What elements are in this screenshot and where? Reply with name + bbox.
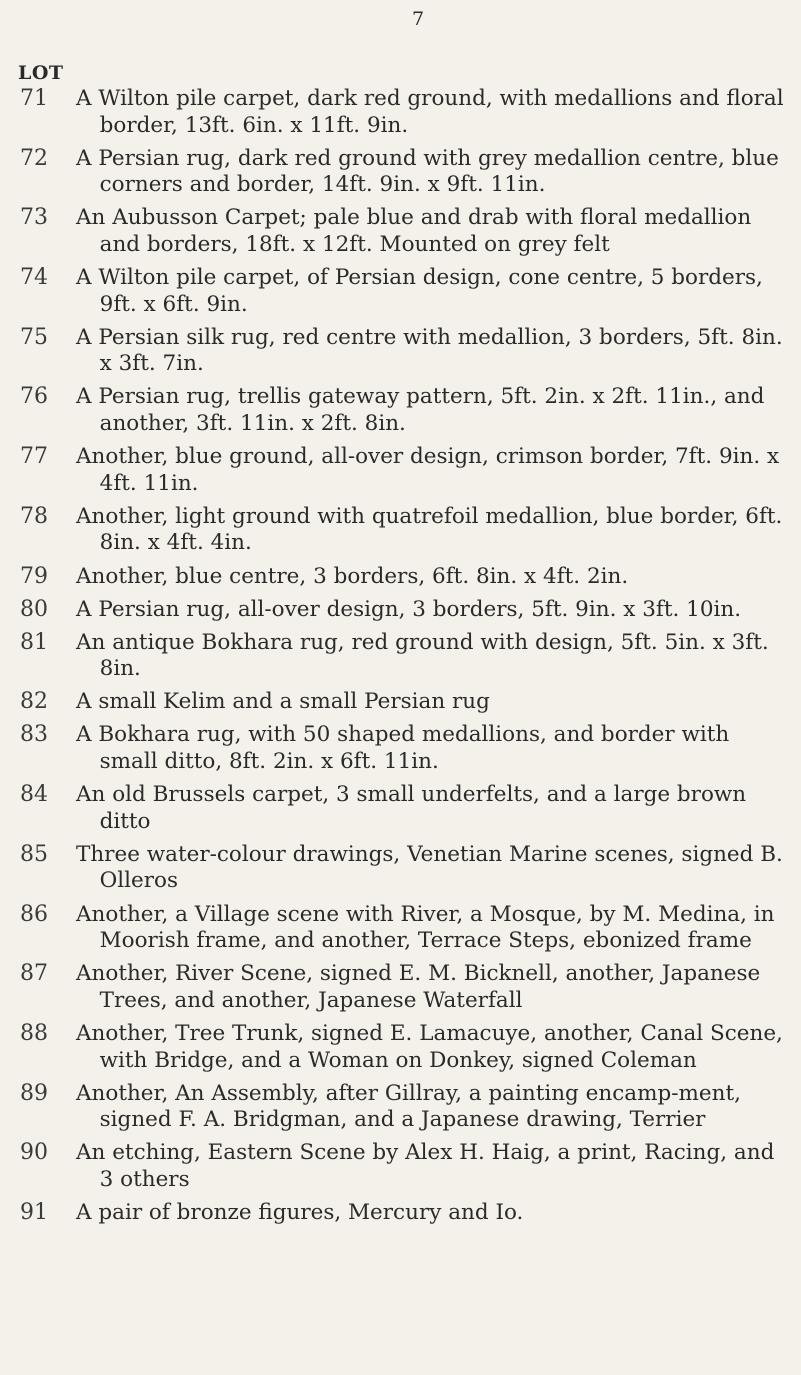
lot-description: An Aubusson Carpet; pale blue and drab with floral medallion and borders, 18ft. x 12ft. Mounted on grey felt	[76, 205, 752, 257]
lot-number: 87	[20, 961, 48, 987]
lot-number: 71	[20, 86, 48, 111]
lot-number: 76	[20, 384, 48, 410]
lot-description: Another, blue ground, all-over design, crimson border, 7ft. 9in. x 4ft. 11in.	[76, 444, 780, 496]
lot-number: 77	[20, 444, 48, 470]
lot-number: 83	[20, 722, 48, 748]
lot-entry	[0, 1081, 791, 1134]
lot-entry	[0, 1021, 791, 1074]
lot-number: 72	[20, 145, 48, 171]
lot-entry	[0, 325, 791, 378]
lot-number: 78	[20, 503, 48, 529]
lot-description: A Persian rug, all-over design, 3 borders, 5ft. 9in. x 3ft. 10in.	[76, 596, 742, 622]
lot-entry	[0, 384, 791, 437]
lot-entry	[0, 842, 791, 895]
lot-number: 86	[20, 901, 48, 927]
lot-description: A Persian rug, trellis gateway pattern, 5ft. 2in. x 2ft. 11in., and another, 3ft. 11in. x 2ft. 8in.	[76, 384, 765, 437]
lot-entry	[0, 265, 791, 318]
lot-entry	[0, 205, 791, 258]
lot-description: A small Kelim and a small Persian rug	[76, 689, 490, 715]
lot-entry	[0, 504, 791, 557]
lot-number: 90	[20, 1140, 48, 1166]
lot-number: 81	[20, 629, 48, 655]
lot-description: An etching, Eastern Scene by Alex H. Haig, a print, Racing, and 3 others	[76, 1140, 775, 1192]
lot-number: 75	[20, 324, 48, 350]
lot-entry	[0, 86, 791, 139]
lot-entry	[0, 630, 791, 683]
lot-entry	[0, 444, 791, 497]
lot-number: 88	[20, 1020, 48, 1046]
lot-description: Another, Tree Trunk, signed E. Lamacuye, another, Canal Scene, with Bridge, and a Woman on Donkey, signed Coleman	[76, 1020, 783, 1073]
lot-description: A Wilton pile carpet, dark red ground, with medallions and floral border, 13ft. 6in. x 11ft. 9in.	[76, 86, 784, 138]
lot-entry	[0, 902, 791, 955]
lot-description: Another, River Scene, signed E. M. Bicknell, another, Japanese Trees, and another, Japanese Waterfall	[76, 961, 761, 1013]
lot-description: Another, An Assembly, after Gillray, a painting encamp-ment, signed F. A. Bridgman, and a Japanese drawing, Terrier	[76, 1080, 741, 1133]
lot-description: An old Brussels carpet, 3 small underfelts, and a large brown ditto	[76, 782, 747, 834]
lot-description: An antique Bokhara rug, red ground with design, 5ft. 5in. x 3ft. 8in.	[76, 629, 769, 682]
lot-number: 79	[20, 563, 48, 589]
lot-entry	[0, 597, 791, 624]
lot-description: A Bokhara rug, with 50 shaped medallions, and border with small ditto, 8ft. 2in. x 6ft. 11in.	[76, 722, 730, 775]
lot-entry	[0, 722, 791, 775]
lot-description: Another, light ground with quatrefoil medallion, blue border, 6ft. 8in. x 4ft. 4in.	[76, 503, 783, 556]
lot-entry	[0, 1200, 791, 1227]
lot-description: A Wilton pile carpet, of Persian design, cone centre, 5 borders, 9ft. x 6ft. 9in.	[76, 265, 763, 317]
lot-number: 89	[20, 1080, 48, 1106]
lot-list	[0, 86, 801, 1233]
lot-description: A Persian silk rug, red centre with medallion, 3 borders, 5ft. 8in. x 3ft. 7in.	[76, 324, 783, 377]
lot-entry	[0, 689, 791, 716]
lot-number: 82	[20, 689, 48, 715]
lot-entry	[0, 1140, 791, 1193]
lot-entry	[0, 146, 791, 199]
lot-entry	[0, 961, 791, 1014]
lot-number: 91	[20, 1199, 48, 1225]
lot-entry	[0, 782, 791, 835]
lot-description: A Persian rug, dark red ground with grey medallion centre, blue corners and border, 14ft. 9in. x 9ft. 11in.	[76, 145, 779, 198]
lot-number: 74	[20, 265, 48, 291]
lot-entry	[0, 564, 791, 591]
lot-description: Three water-colour drawings, Venetian Marine scenes, signed B. Olleros	[76, 841, 783, 894]
lot-description: A pair of bronze figures, Mercury and Io.	[76, 1199, 524, 1225]
lot-number: 73	[20, 205, 48, 231]
lot-number: 80	[20, 596, 48, 622]
page-number: 7	[412, 8, 425, 30]
lot-description: Another, a Village scene with River, a Mosque, by M. Medina, in Moorish frame, and another, Terrace Steps, ebonized frame	[76, 901, 775, 954]
lot-number: 84	[20, 782, 48, 808]
lot-description: Another, blue centre, 3 borders, 6ft. 8in. x 4ft. 2in.	[76, 563, 629, 589]
lot-column-header: LOT	[18, 62, 64, 84]
lot-number: 85	[20, 841, 48, 867]
